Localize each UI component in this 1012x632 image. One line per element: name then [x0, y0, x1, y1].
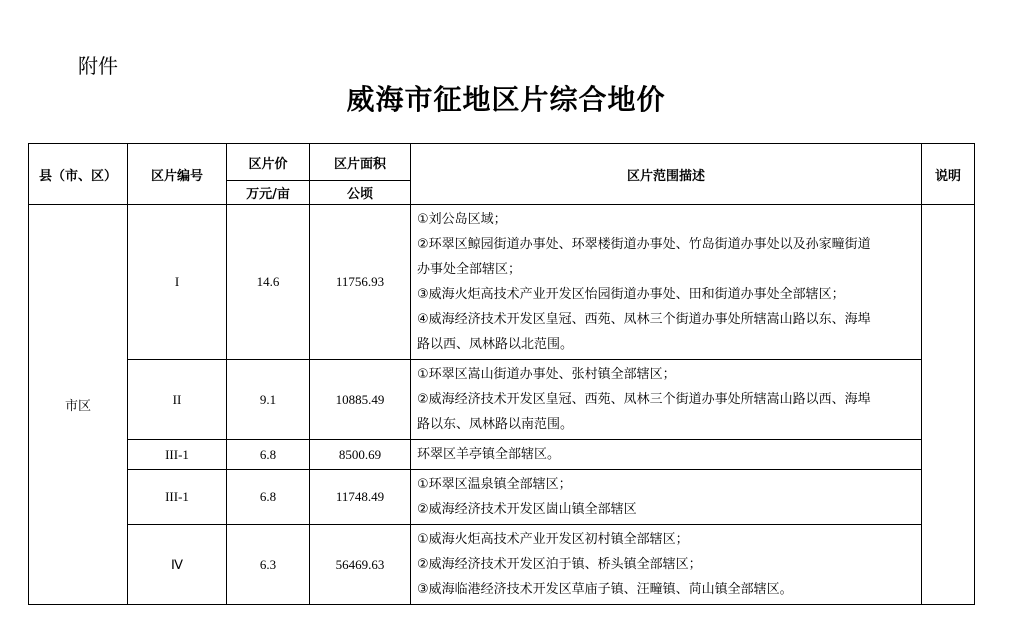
page-title: 威海市征地区片综合地价	[346, 83, 666, 116]
table-row	[29, 360, 975, 440]
zone-price-cell: 6.8	[227, 470, 310, 525]
table-row	[29, 470, 975, 525]
header-zone-no: 区片编号	[128, 144, 227, 205]
table-row	[29, 205, 975, 360]
zone-desc-cell	[411, 440, 922, 470]
zone-desc-cell	[411, 525, 922, 605]
desc-line: ①环翠区嵩山街道办事处、张村镇全部辖区；	[417, 367, 676, 382]
desc-line: ①威海火炬高技术产业开发区初村镇全部辖区；	[417, 532, 689, 547]
table-row	[29, 440, 975, 470]
header-desc: 区片范围描述	[411, 144, 922, 205]
zone-no-cell: I	[128, 205, 227, 360]
desc-line: ①刘公岛区域；	[417, 212, 507, 227]
zone-area-cell: 11756.93	[310, 205, 411, 360]
desc-line: 环翠区羊亭镇全部辖区。	[417, 447, 561, 462]
desc-line: ④威海经济技术开发区皇冠、西苑、凤林三个街道办事处所辖嵩山路以东、海埠	[417, 312, 871, 327]
desc-line: 办事处全部辖区；	[417, 262, 522, 277]
desc-line: ③威海临港经济技术开发区草庙子镇、汪疃镇、苘山镇全部辖区。	[417, 582, 793, 597]
zone-price-cell: 14.6	[227, 205, 310, 360]
zone-area-cell: 56469.63	[310, 525, 411, 605]
zone-price-cell: 6.8	[227, 440, 310, 470]
table-row	[29, 525, 975, 605]
desc-line: ②威海经济技术开发区泊于镇、桥头镇全部辖区；	[417, 557, 702, 572]
land-price-table	[28, 143, 975, 605]
table-body	[29, 205, 975, 605]
desc-line: 路以东、凤林路以南范围。	[417, 417, 574, 432]
note-cell	[922, 205, 975, 605]
desc-line: ②环翠区鲸园街道办事处、环翠楼街道办事处、竹岛街道办事处以及孙家疃街道	[417, 237, 871, 252]
zone-no-cell: III-1	[128, 440, 227, 470]
desc-line: 路以西、凤林路以北范围。	[417, 337, 574, 352]
zone-desc-cell	[411, 360, 922, 440]
header-area: 区片面积	[310, 144, 411, 181]
zone-no-cell: II	[128, 360, 227, 440]
desc-line: ②威海经济技术开发区崮山镇全部辖区	[417, 502, 637, 517]
attachment-label: 附件	[78, 54, 118, 78]
desc-line: ②威海经济技术开发区皇冠、西苑、凤林三个街道办事处所辖嵩山路以西、海埠	[417, 392, 871, 407]
zone-no-cell: III-1	[128, 470, 227, 525]
header-county: 县（市、区）	[29, 144, 128, 205]
zone-area-cell: 10885.49	[310, 360, 411, 440]
zone-price-cell: 9.1	[227, 360, 310, 440]
header-price-unit: 万元/亩	[227, 181, 310, 205]
zone-desc-cell	[411, 470, 922, 525]
header-note: 说明	[922, 144, 975, 205]
header-price: 区片价	[227, 144, 310, 181]
header-area-unit: 公顷	[310, 181, 411, 205]
desc-line: ①环翠区温泉镇全部辖区；	[417, 477, 572, 492]
zone-area-cell: 8500.69	[310, 440, 411, 470]
zone-desc-cell	[411, 205, 922, 360]
zone-price-cell: 6.3	[227, 525, 310, 605]
zone-no-cell: Ⅳ	[128, 525, 227, 605]
zone-area-cell: 11748.49	[310, 470, 411, 525]
desc-line: ③威海火炬高技术产业开发区怡园街道办事处、田和街道办事处全部辖区；	[417, 287, 845, 302]
county-cell: 市区	[29, 205, 128, 605]
